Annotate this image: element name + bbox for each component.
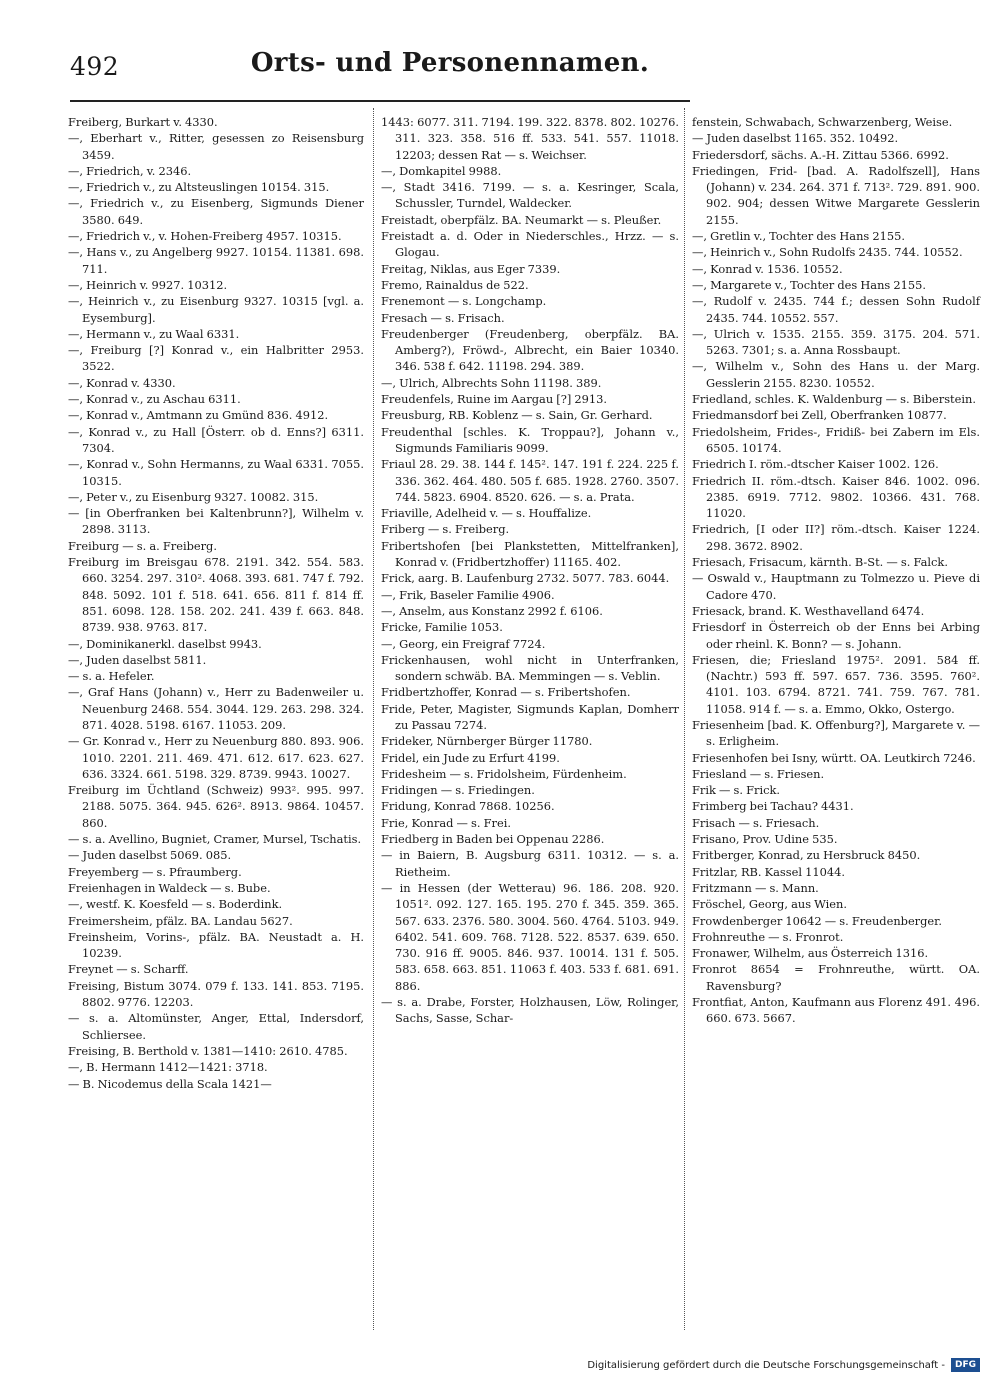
index-entry: —, Peter v., zu Eisenburg 9327. 10082. 315. <box>68 489 319 504</box>
index-entry: Friedberg in Baden bei Oppenau 2286. <box>381 832 605 847</box>
index-entry: —, Konrad v., Amtmann zu Gmünd 836. 4912. <box>68 408 329 423</box>
index-entry: — Juden daselbst 1165. 352. 10492. <box>692 131 899 146</box>
index-entry: —, Heinrich v., Sohn Rudolfs 2435. 744. 10552. <box>692 245 963 260</box>
index-entry: —, Juden daselbst 5811. <box>68 652 207 667</box>
page-title: Orts- und Personennamen. <box>250 48 650 78</box>
index-entry: Friesenhofen bei Isny, württ. OA. Leutkirch 7246. <box>692 750 976 765</box>
index-entry: —, Heinrich v., zu Eisenburg 9327. 10315 [vgl. a. Eysemburg]. <box>68 294 364 325</box>
index-entry: —, Konrad v. 4330. <box>68 375 176 390</box>
index-entry: Fridingen — s. Friedingen. <box>381 783 535 798</box>
index-entry: Frik — s. Frick. <box>692 783 781 798</box>
index-entry: —, Gretlin v., Tochter des Hans 2155. <box>692 229 905 244</box>
index-entry: Friedingen, Frid- [bad. A. Radolfszell], Hans (Johann) v. 234. 264. 371 f. 713². 729. 891. 900. 902. 904; dessen Witwe Margarete Gesslerin 2155. <box>692 163 980 227</box>
index-entry: —, Wilhelm v., Sohn des Hans u. der Marg. Gesslerin 2155. 8230. 10552. <box>692 359 980 390</box>
index-entry: — [in Oberfranken bei Kaltenbrunn?], Wilhelm v. 2898. 3113. <box>68 506 364 537</box>
index-entry: — B. Nicodemus della Scala 1421— <box>68 1076 272 1091</box>
index-entry: Fride, Peter, Magister, Sigmunds Kaplan, Domherr zu Passau 7274. <box>381 701 679 732</box>
index-entry: Freitag, Niklas, aus Eger 7339. <box>381 261 561 276</box>
column-divider <box>373 108 374 1330</box>
index-entry: Freudenberger (Freudenberg, oberpfälz. BA. Amberg?), Fröwd-, Albrecht, ein Baier 10340. 346. 538 f. 642. 11198. 294. 389. <box>381 326 679 374</box>
index-column-3 <box>692 114 980 1027</box>
index-entry: — Gr. Konrad v., Herr zu Neuenburg 880. 893. 906. 1010. 2201. 211. 469. 471. 612. 617. 623. 627. 636. 3324. 661. 5198. 329. 8739. 9943. 10027. <box>68 734 364 781</box>
index-entry: —, Graf Hans (Johann) v., Herr zu Badenweiler u. Neuenburg 2468. 554. 3044. 129. 263. 298. 324. 871. 4028. 5198. 6167. 11053. 209. <box>68 685 364 732</box>
index-entry: —, Konrad v., zu Aschau 6311. <box>68 392 241 407</box>
index-entry: —, Frik, Baseler Familie 4906. <box>381 587 555 602</box>
index-entry: Fridel, ein Jude zu Erfurt 4199. <box>381 750 560 765</box>
index-entry: Fronawer, Wilhelm, aus Österreich 1316. <box>692 946 929 961</box>
index-entry: —, Konrad v., zu Hall [Österr. ob d. Enns?] 6311. 7304. <box>68 424 364 455</box>
index-entry: —, Rudolf v. 2435. 744 f.; dessen Sohn Rudolf 2435. 744. 10552. 557. <box>692 294 980 325</box>
index-entry: —, Friedrich v., zu Eisenberg, Sigmunds Diener 3580. 649. <box>68 196 364 227</box>
index-entry: —, Ulrich v. 1535. 2155. 359. 3175. 204. 571. 5263. 7301; s. a. Anna Rossbaupt. <box>692 326 980 358</box>
index-entry: Freudenfels, Ruine im Aargau [?] 2913. <box>381 392 608 407</box>
index-entry: Fresach — s. Frisach. <box>381 310 505 325</box>
index-entry: Freistadt, oberpfälz. BA. Neumarkt — s. Pleußer. <box>381 212 662 227</box>
index-entry: —, Dominikanerkl. daselbst 9943. <box>68 636 262 651</box>
index-entry: — Oswald v., Hauptmann zu Tolmezzo u. Pieve di Cadore 470. <box>692 571 980 602</box>
index-entry: Frontfiat, Anton, Kaufmann aus Florenz 491. 496. 660. 673. 5667. <box>692 995 980 1026</box>
index-entry: —, B. Hermann 1412—1421: 3718. <box>68 1060 268 1075</box>
index-entry: Friesenheim [bad. K. Offenburg?], Margarete v. — s. Erligheim. <box>692 717 980 749</box>
index-entry: Frisach — s. Friesach. <box>692 815 820 830</box>
page-header <box>70 48 710 88</box>
index-entry: Friedrich, [I oder II?] röm.-dtsch. Kaiser 1224. 298. 3672. 8902. <box>692 522 980 553</box>
index-entry: Freiburg — s. a. Freiberg. <box>68 538 217 553</box>
index-entry: — in Hessen (der Wetterau) 96. 186. 208. 920. 1051². 092. 127. 165. 195. 270 f. 345. 359. 365. 567. 633. 2376. 580. 3004. 560. 4764. 5103. 949. 6402. 541. 609. 768. 7128. 522. 8537. 639. 650. 730. 916 ff. 9005. 846. 937. 10014. 131 f. 505. 583. 658. 663. 851. 11063 f. 403. 533 f. 681. 691. 886. <box>381 880 679 993</box>
index-entry: —, Hermann v., zu Waal 6331. <box>68 326 240 341</box>
index-column-2 <box>381 114 679 1027</box>
index-entry: —, Stadt 3416. 7199. — s. a. Kesringer, Scala, Schussler, Turndel, Waldecker. <box>381 180 679 211</box>
index-entry: Friaul 28. 29. 38. 144 f. 145². 147. 191 f. 224. 225 f. 336. 362. 464. 480. 505 f. 685. 1928. 2760. 3507. 744. 5823. 6904. 8520. 626. — s. a. Prata. <box>381 457 679 504</box>
header-rule <box>70 100 690 102</box>
index-entry: Fridung, Konrad 7868. 10256. <box>381 799 555 814</box>
index-entry: Freienhagen in Waldeck — s. Bube. <box>68 880 271 895</box>
index-entry: Freiburg im Breisgau 678. 2191. 342. 554. 583. 660. 3254. 297. 310². 4068. 393. 681. 747 f. 792. 848. 5092. 101 f. 518. 641. 656. 811 f. 814 ff. 851. 6098. 128. 158. 202. 241. 439 f. 663. 848. 8739. 938. 9763. 817. <box>68 555 364 635</box>
index-entry: — s. a. Avellino, Bugniet, Cramer, Mursel, Tschatis. <box>68 832 362 847</box>
index-entry: Freusburg, RB. Koblenz — s. Sain, Gr. Gerhard. <box>381 408 653 423</box>
index-entry: Friaville, Adelheid v. — s. Houffalize. <box>381 506 592 521</box>
index-entry: — s. a. Drabe, Forster, Holzhausen, Löw, Rolinger, Sachs, Sasse, Schar- <box>381 995 679 1026</box>
index-entry: Fribertshofen [bei Plankstetten, Mittelfranken], Konrad v. (Fridbertzhoffer) 11165. 402. <box>381 538 679 570</box>
index-entry: 1443: 6077. 311. 7194. 199. 322. 8378. 802. 10276. 311. 323. 358. 516 ff. 533. 541. 557. 11018. 12203; dessen Rat — s. Weichser. <box>381 115 679 162</box>
index-entry: —, Domkapitel 9988. <box>381 163 502 178</box>
index-entry: Freising, B. Berthold v. 1381—1410: 2610. 4785. <box>68 1043 348 1058</box>
index-entry: Fronrot 8654 = Frohnreuthe, württ. OA. Ravensburg? <box>692 962 980 993</box>
index-entry: Friesack, brand. K. Westhavelland 6474. <box>692 603 925 618</box>
index-entry: Friesdorf in Österreich ob der Enns bei Arbing oder rheinl. K. Bonn? — s. Johann. <box>692 620 980 651</box>
index-entry: Friesen, die; Friesland 1975². 2091. 584 ff. (Nachtr.) 593 ff. 597. 657. 736. 3595. 760². 4101. 103. 6794. 8721. 741. 759. 767. 781. 11058. 914 f. — s. a. Emmo, Okko, Ostergo. <box>692 652 980 716</box>
index-entry: Freudenthal [schles. K. Troppau?], Johann v., Sigmunds Familiaris 9099. <box>381 424 679 455</box>
index-entry: Freiberg, Burkart v. 4330. <box>68 115 218 129</box>
index-entry: Frisano, Prov. Udine 535. <box>692 832 838 847</box>
index-entry: Friesland — s. Friesen. <box>692 766 825 781</box>
page-number: 492 <box>70 52 120 81</box>
index-entry: fenstein, Schwabach, Schwarzenberg, Weise. <box>692 115 953 129</box>
index-entry: —, Konrad v., Sohn Hermanns, zu Waal 6331. 7055. 10315. <box>68 457 364 488</box>
funding-notice: Digitalisierung gefördert durch die Deutsche Forschungsgemeinschaft - <box>587 1359 945 1371</box>
index-entry: Friedolsheim, Frides-, Fridiß- bei Zabern im Els. 6505. 10174. <box>692 424 980 455</box>
index-entry: —, Anselm, aus Konstanz 2992 f. 6106. <box>381 603 603 618</box>
column-divider <box>684 108 685 1330</box>
index-entry: —, westf. K. Koesfeld — s. Boderdink. <box>68 897 283 912</box>
index-entry: Friedrich I. röm.-dtscher Kaiser 1002. 126. <box>692 457 939 472</box>
index-entry: —, Georg, ein Freigraf 7724. <box>381 636 546 651</box>
index-entry: —, Heinrich v. 9927. 10312. <box>68 277 228 292</box>
footer <box>587 1356 980 1374</box>
index-entry: Frickenhausen, wohl nicht in Unterfranken, sondern schwäb. BA. Memmingen — s. Veblin. <box>381 652 679 684</box>
index-entry: —, Friedrich v., zu Altsteuslingen 10154. 315. <box>68 180 330 195</box>
index-entry: Fritzlar, RB. Kassel 11044. <box>692 864 845 879</box>
index-entry: — s. a. Hefeler. <box>68 669 155 684</box>
index-entry: Fritzmann — s. Mann. <box>692 880 819 895</box>
dfg-logo[interactable]: DFG <box>951 1358 980 1372</box>
index-entry: —, Hans v., zu Angelberg 9927. 10154. 11381. 698. 711. <box>68 245 364 276</box>
index-column-1 <box>68 114 364 1092</box>
index-entry: — s. a. Altomünster, Anger, Ettal, Indersdorf, Schliersee. <box>68 1011 364 1042</box>
index-entry: Frimberg bei Tachau? 4431. <box>692 799 854 814</box>
index-entry: —, Freiburg [?] Konrad v., ein Halbritter 2953. 3522. <box>68 343 364 374</box>
index-entry: Friedrich II. röm.-dtsch. Kaiser 846. 1002. 096. 2385. 6919. 7712. 9802. 10366. 431. 768. 11020. <box>692 473 980 521</box>
index-entry: Freimersheim, pfälz. BA. Landau 5627. <box>68 913 293 928</box>
index-entry: Fritberger, Konrad, zu Hersbruck 8450. <box>692 848 921 863</box>
index-entry: Fridbertzhoffer, Konrad — s. Fribertshofen. <box>381 685 631 700</box>
index-entry: Frick, aarg. B. Laufenburg 2732. 5077. 783. 6044. <box>381 571 670 586</box>
index-entry: Friedmansdorf bei Zell, Oberfranken 10877. <box>692 408 947 423</box>
index-entry: Friedland, schles. K. Waldenburg — s. Biberstein. <box>692 392 976 407</box>
index-entry: — in Baiern, B. Augsburg 6311. 10312. — s. a. Rietheim. <box>381 848 679 879</box>
index-entry: Fridesheim — s. Fridolsheim, Fürdenheim. <box>381 766 627 781</box>
index-entry: Freinsheim, Vorins-, pfälz. BA. Neustadt a. H. 10239. <box>68 929 364 961</box>
index-entry: Friberg — s. Freiberg. <box>381 522 510 537</box>
index-entry: —, Friedrich, v. 2346. <box>68 163 192 178</box>
index-entry: Fricke, Familie 1053. <box>381 620 503 635</box>
index-entry: —, Friedrich v., v. Hohen-Freiberg 4957. 10315. <box>68 229 342 244</box>
index-entry: —, Konrad v. 1536. 10552. <box>692 261 843 276</box>
index-entry: Friedersdorf, sächs. A.-H. Zittau 5366. 6992. <box>692 147 949 162</box>
index-entry: Fröschel, Georg, aus Wien. <box>692 897 848 912</box>
index-entry: Frideker, Nürnberger Bürger 11780. <box>381 734 593 749</box>
index-entry: —, Eberhart v., Ritter, gesessen zo Reisensburg 3459. <box>68 131 364 162</box>
index-entry: —, Margarete v., Tochter des Hans 2155. <box>692 277 926 292</box>
index-entry: — Juden daselbst 5069. 085. <box>68 848 232 863</box>
index-entry: Frohnreuthe — s. Fronrot. <box>692 929 844 944</box>
index-entry: Frie, Konrad — s. Frei. <box>381 815 511 830</box>
index-entry: Freising, Bistum 3074. 079 f. 133. 141. 853. 7195. 8802. 9776. 12203. <box>68 978 364 1010</box>
index-entry: Freynet — s. Scharff. <box>68 962 189 977</box>
index-entry: Fremo, Rainaldus de 522. <box>381 277 529 292</box>
index-entry: Frowdenberger 10642 — s. Freudenberger. <box>692 913 942 928</box>
index-entry: —, Ulrich, Albrechts Sohn 11198. 389. <box>381 375 602 390</box>
index-entry: Freistadt a. d. Oder in Niederschles., Hrzz. — s. Glogau. <box>381 229 679 260</box>
index-entry: Frenemont — s. Longchamp. <box>381 294 547 309</box>
index-entry: Freiburg im Üchtland (Schweiz) 993². 995. 997. 2188. 5075. 364. 945. 626². 8913. 9864. 10457. 860. <box>68 783 364 830</box>
index-entry: Freyemberg — s. Pfraumberg. <box>68 864 242 879</box>
index-entry: Friesach, Frisacum, kärnth. B-St. — s. Falck. <box>692 555 948 570</box>
